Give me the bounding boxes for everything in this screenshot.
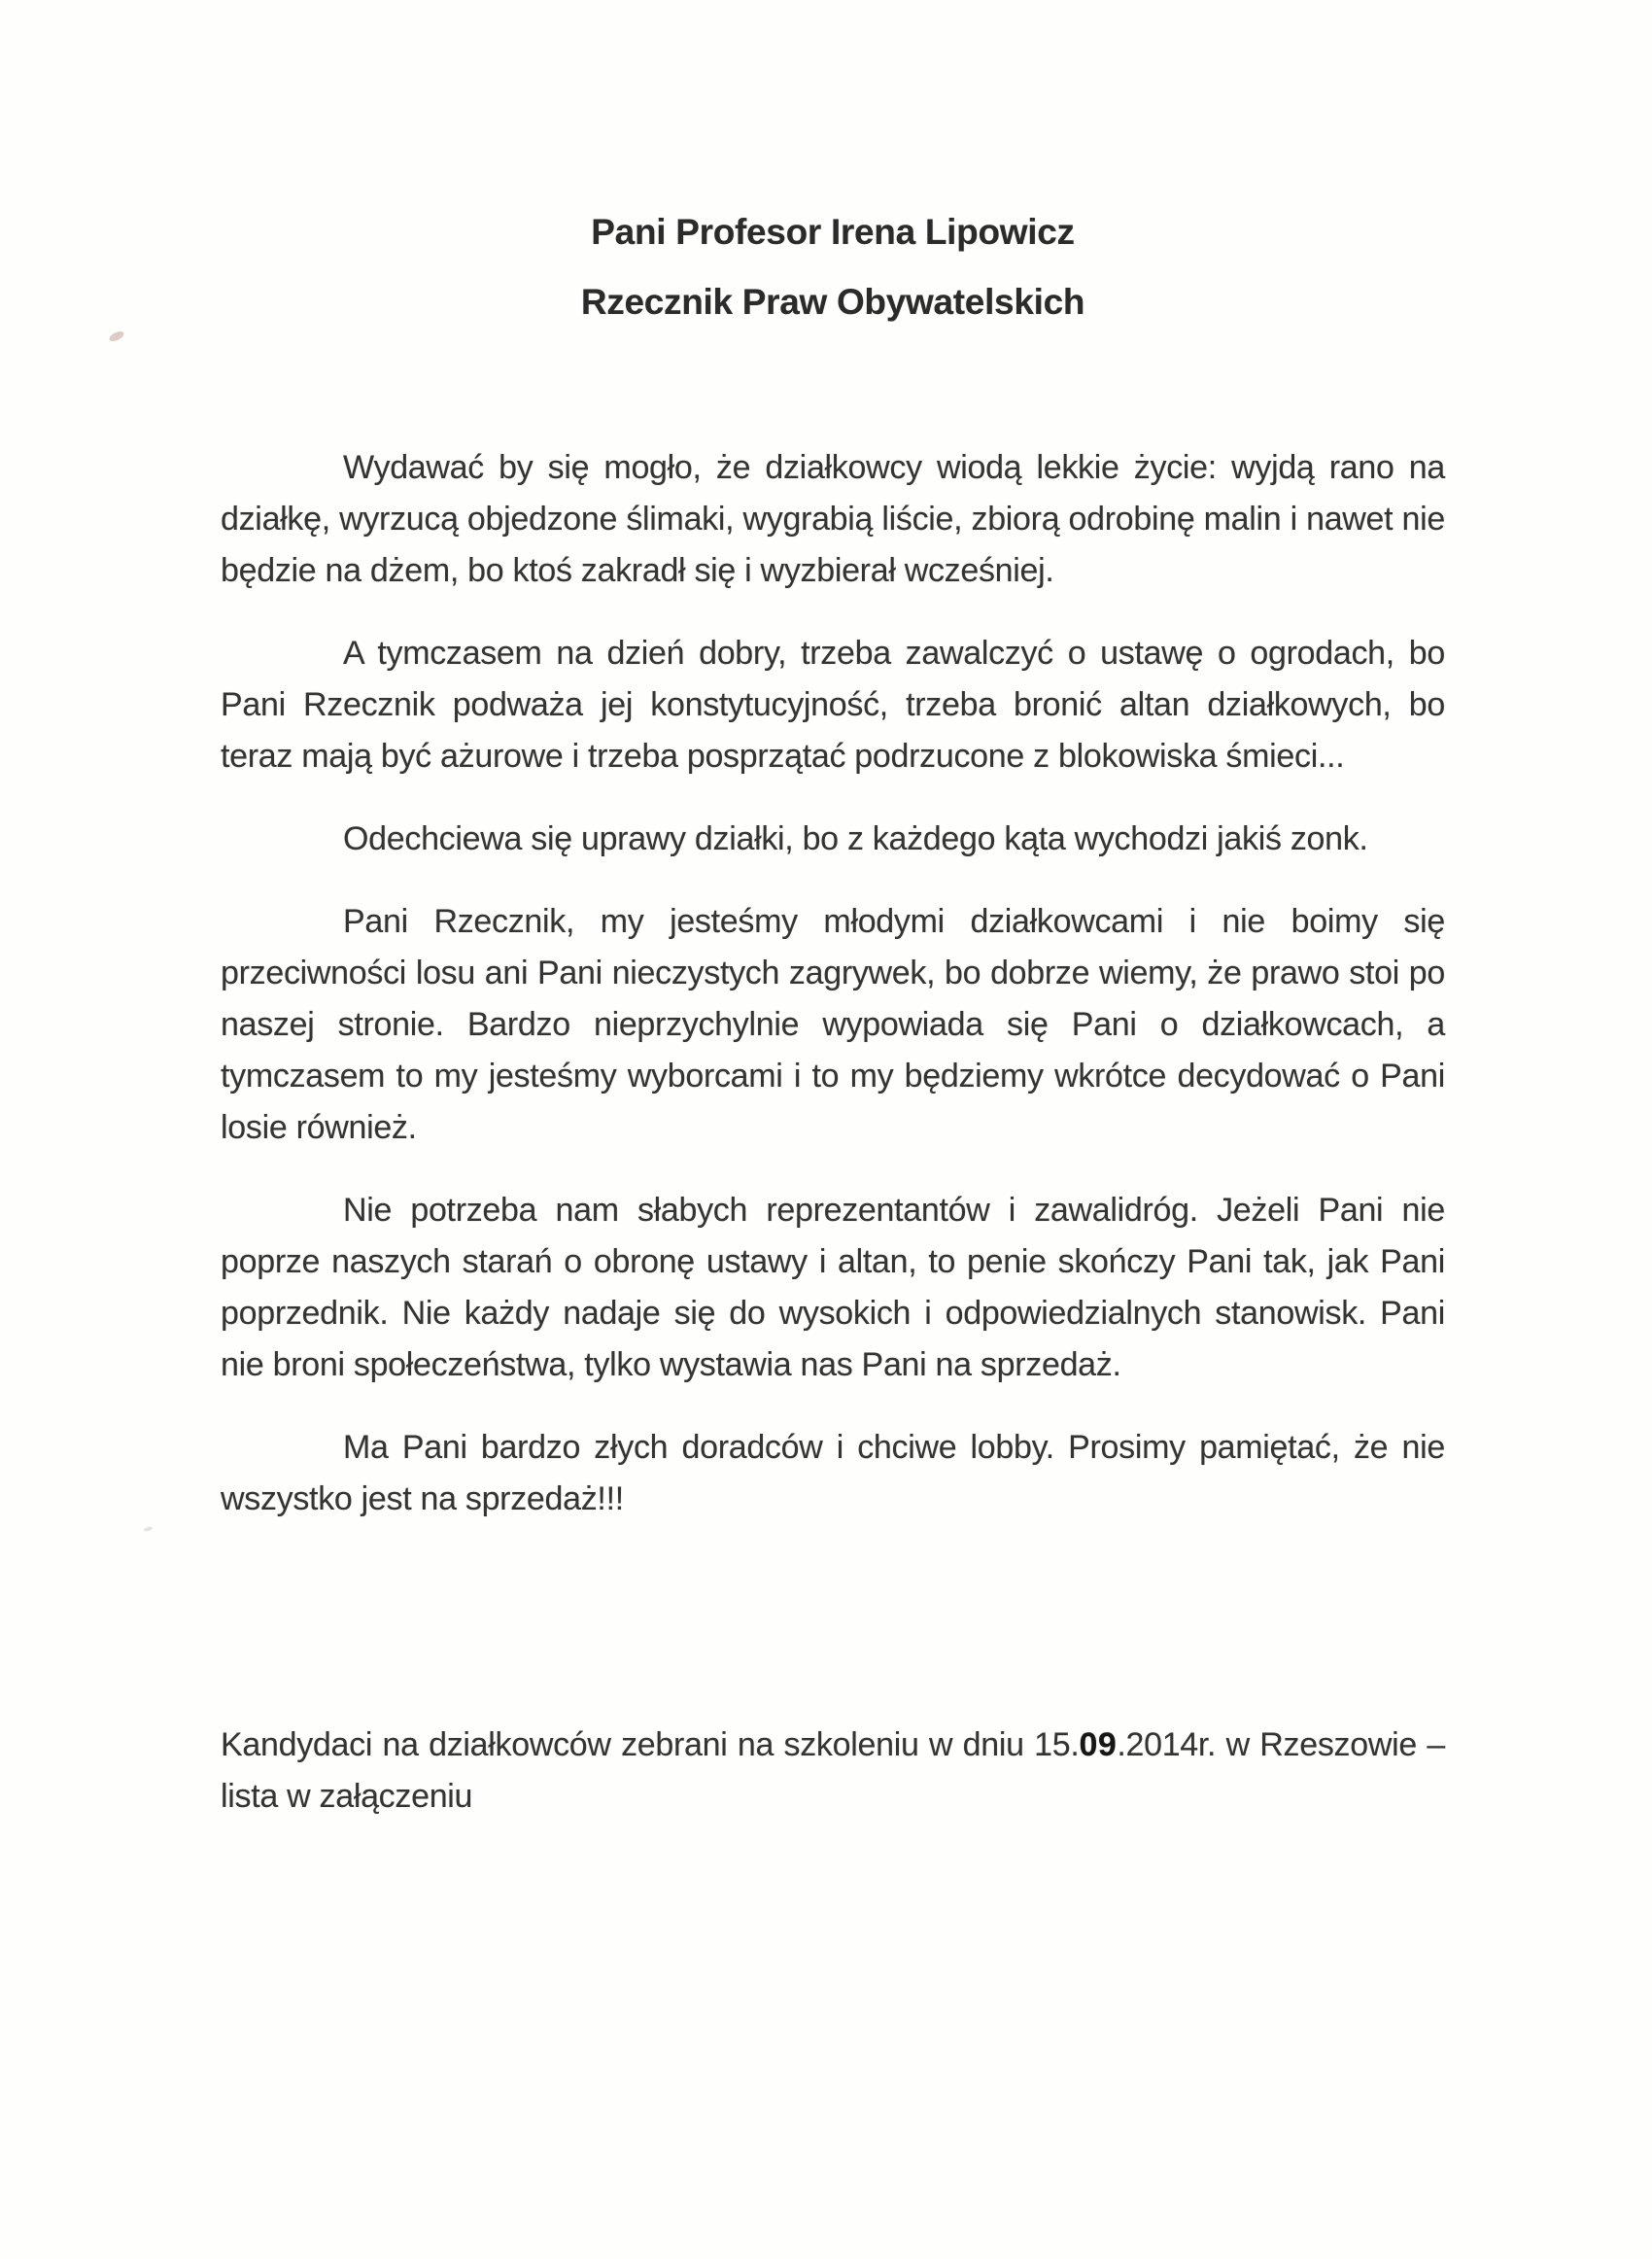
scan-artifact xyxy=(108,330,125,343)
letter-content xyxy=(221,0,1445,1525)
closing-paragraph xyxy=(221,1720,1445,1823)
scan-artifact xyxy=(144,1526,154,1532)
handwritten-date-correction: 09 xyxy=(1079,1726,1118,1763)
paragraph-1: Wydawać by się mogło, że działkowcy wiodą lekkie życie: wyjdą rano na działkę, wyrzucą objedzone ślimaki, wygrabią liście, zbiorą odrobinę malin i nawet nie będzie na dżem, bo ktoś zakradł się i wyzbierał wcześniej. xyxy=(221,449,1445,589)
closing-text-after-date: .2014r. w Rzeszowie – lista w załączeniu xyxy=(221,1726,1445,1815)
paragraph-4: Pani Rzecznik, my jesteśmy młodymi działkowcami i nie boimy się przeciwności losu ani Pani nieczystych zagrywek, bo dobrze wiemy, że prawo stoi po naszej stronie. Bardzo nieprzychylnie wypowiada się Pani o działkowcach, a tymczasem to my jesteśmy wyborcami i to my będziemy wkrótce decydować o Pani losie również. xyxy=(221,903,1445,1146)
paragraph-6: Ma Pani bardzo złych doradców i chciwe lobby. Prosimy pamiętać, że nie wszystko jest na sprzedaż!!! xyxy=(221,1429,1445,1517)
recipient-name-heading: Pani Profesor Irena Lipowicz xyxy=(591,212,1075,252)
paragraph-5: Nie potrzeba nam słabych reprezentantów i zawalidróg. Jeżeli Pani nie poprze naszych starań o obronę ustawy i altan, to penie skończy Pani tak, jak Pani poprzednik. Nie każdy nadaje się do wysokich i odpowiedzialnych stanowisk. Pani nie broni społeczeństwa, tylko wystawia nas Pani na sprzedaż. xyxy=(221,1192,1445,1383)
paragraph-3: Odechciewa się uprawy działki, bo z każdego kąta wychodzi jakiś zonk. xyxy=(343,820,1368,857)
recipient-title-heading: Rzecznik Praw Obywatelskich xyxy=(580,282,1085,322)
closing-text-before-date: Kandydaci na działkowców zebrani na szkoleniu w dniu 15. xyxy=(221,1726,1080,1763)
paragraph-2: A tymczasem na dzień dobry, trzeba zawalczyć o ustawę o ogrodach, bo Pani Rzecznik podważa jej konstytucyjność, trzeba bronić altan działkowych, bo teraz mają być ażurowe i trzeba posprzątać podrzucone z blokowiska śmieci... xyxy=(221,635,1445,775)
